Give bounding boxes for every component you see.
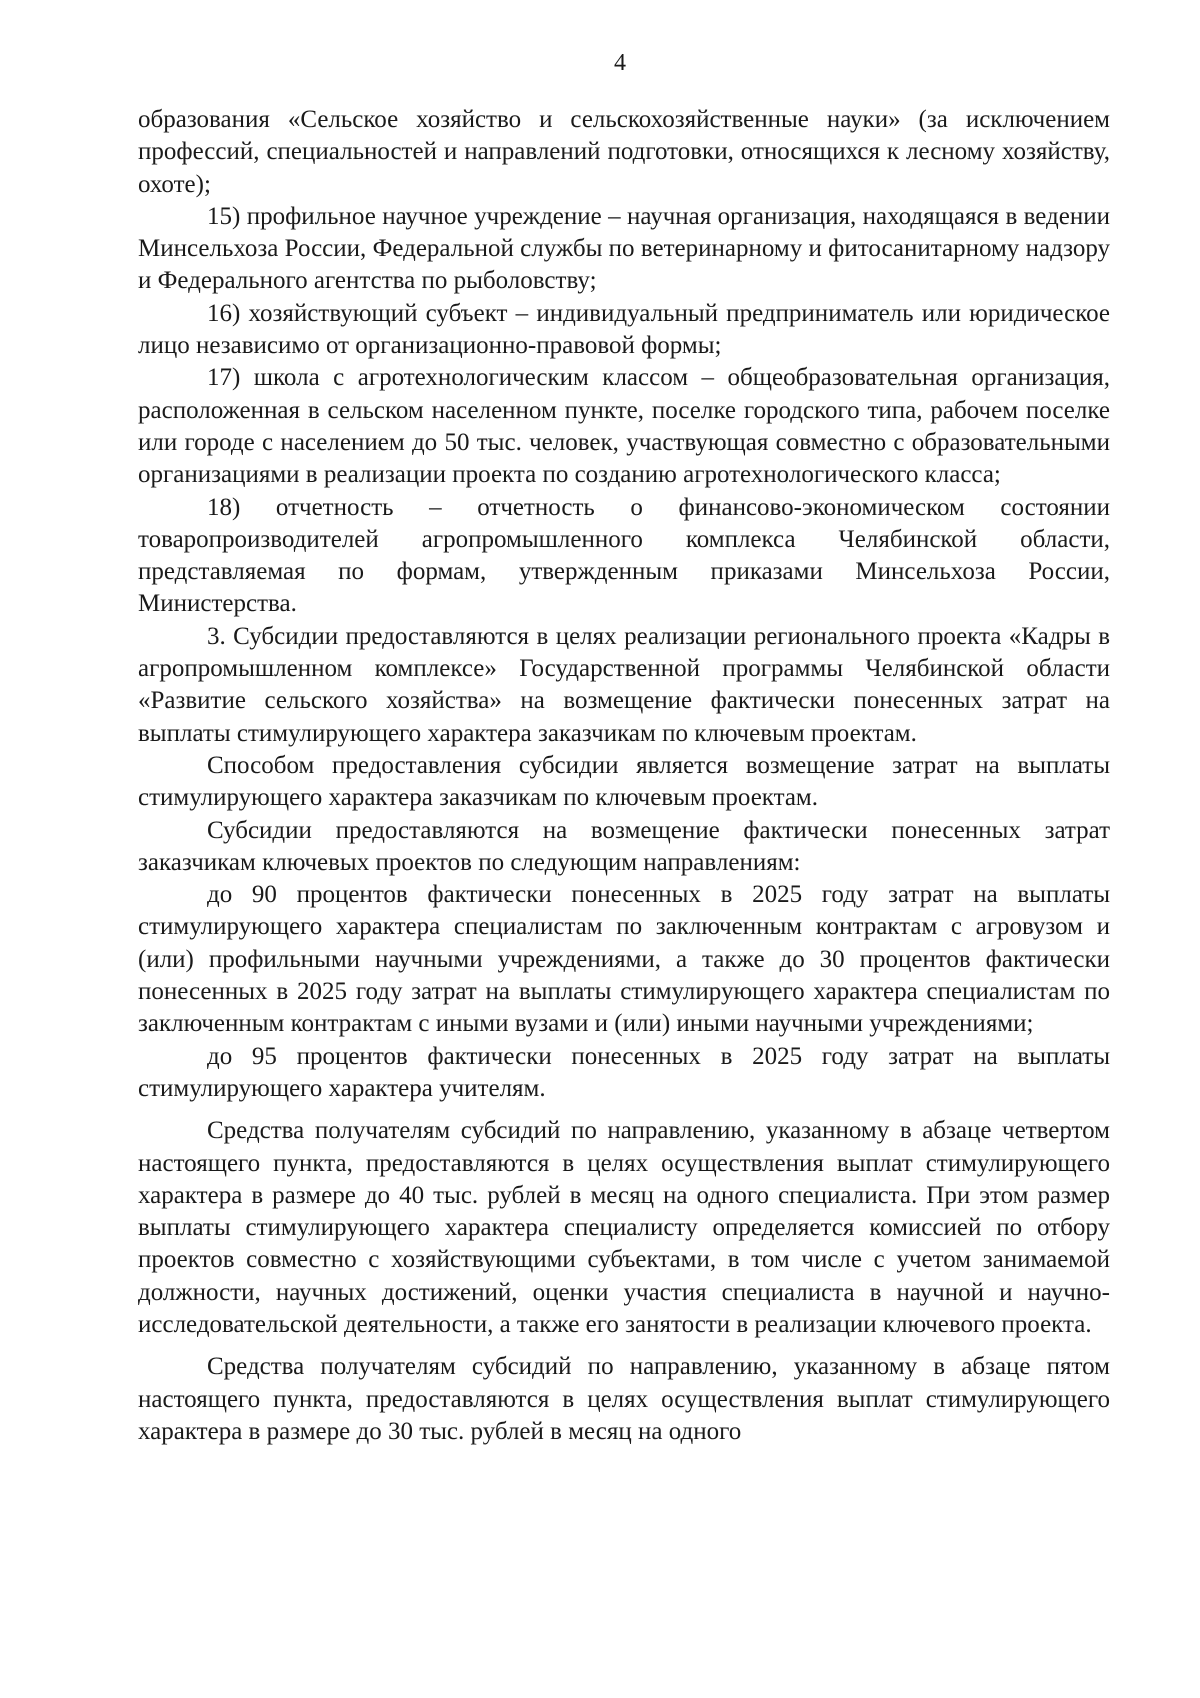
paragraph-definition-18: 18) отчетность – отчетность о финансово-экономическом состоянии товаропроизводителей агропромышленного комплекса Челябинской области, представляемая по формам, утвержденным приказами Минсельхоза России, Министерства.: [138, 493, 1110, 618]
paragraph-direction-teachers: до 95 процентов фактически понесенных в 2025 году затрат на выплаты стимулирующего характера учителям.: [138, 1042, 1110, 1102]
paragraph-definition-14-end: образования «Сельское хозяйство и сельскохозяйственные науки» (за исключением профессий, специальностей и направлений подготовки, относящихся к лесному хозяйству, охоте);: [138, 106, 1110, 198]
paragraph-method: Способом предоставления субсидии является возмещение затрат на выплаты стимулирующего характера заказчикам по ключевым проектам.: [138, 751, 1110, 812]
paragraph-specialist-payments: Средства получателям субсидий по направлению, указанному в абзаце четвертом настоящего пункта, предоставляются в целях осуществления выплат стимулирующего характера в размере до 40 тыс. рублей в месяц на одного специалиста. При этом размер выплаты стимулирующего характера специалисту определяется комиссией по отбору проектов совместно с хозяйствующими субъектами, в том числе с учетом занимаемой должности, научных достижений, оценки участия специалиста в научной и научно-исследовательской деятельности, а также его занятости в реализации ключевого проекта.: [138, 1117, 1110, 1338]
paragraph-direction-specialists: до 90 процентов фактически понесенных в 2025 году затрат на выплаты стимулирующего характера специалистам по заключенным контрактам с агровузом и (или) профильными научными учреждениями, а также до 30 процентов фактически понесенных в 2025 году затрат на выплаты стимулирующего характера специалистам по заключенным контрактам с иными вузами и (или) иными научными учреждениями;: [138, 881, 1110, 1038]
paragraph-definition-16: 16) хозяйствующий субъект – индивидуальный предприниматель или юридическое лицо независимо от организационно-правовой формы;: [138, 299, 1110, 360]
page-number: 4: [614, 50, 626, 76]
paragraph-teacher-payments: Средства получателям субсидий по направлению, указанному в абзаце пятом настоящего пункта, предоставляются в целях осуществления выплат стимулирующего характера в размере до 30 тыс. рублей в месяц на одного: [138, 1353, 1110, 1445]
paragraph-definition-15: 15) профильное научное учреждение – научная организация, находящаяся в ведении Минсельхоза России, Федеральной службы по ветеринарному и фитосанитарному надзору и Федерального агентства по рыболовству;: [138, 202, 1110, 295]
paragraph-clause-3: 3. Субсидии предоставляются в целях реализации регионального проекта «Кадры в агропромышленном комплексе» Государственной программы Челябинской области «Развитие сельского хозяйства» на возмещение фактически понесенных затрат на выплаты стимулирующего характера заказчикам по ключевым проектам.: [138, 622, 1110, 747]
paragraph-definition-17: 17) школа с агротехнологическим классом – общеобразовательная организация, расположенная в сельском населенном пункте, поселке городского типа, рабочем поселке или городе с населением до 50 тыс. человек, участвующая совместно с образовательными организациями в реализации проекта по созданию агротехнологического класса;: [138, 364, 1110, 489]
document-body: [138, 104, 1110, 1448]
paragraph-directions-intro: Субсидии предоставляются на возмещение фактически понесенных затрат заказчикам ключевых проектов по следующим направлениям:: [138, 816, 1110, 876]
